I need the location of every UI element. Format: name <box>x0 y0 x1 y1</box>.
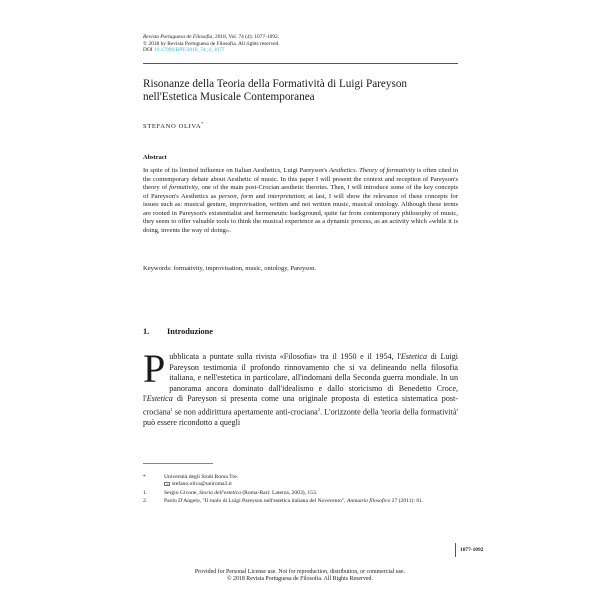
footnote-text <box>164 474 458 488</box>
body-segment: se non addirittura apertamente anti-crociana <box>172 407 318 417</box>
footnote-emphasis: Storia dell'estetica <box>199 489 241 496</box>
abstract-segment: and <box>253 192 268 200</box>
body-paragraph <box>143 346 458 428</box>
body-emphasis: Estetica <box>146 394 173 403</box>
abstract-emphasis: form <box>240 192 254 200</box>
license-notice <box>130 569 470 584</box>
footnote-author <box>143 474 458 488</box>
affiliation: Università degli Studi Roma Tre. <box>164 474 239 480</box>
doi-label: DOI <box>143 47 154 54</box>
license-line-1: Provided for Personal License use. Not for reproduction, distribution, or commercial use. <box>194 569 406 575</box>
footnote-segment: Paolo D'Angelo, "Il ruolo di Luigi Pareyson nell'estetica italiana del Novecento", <box>164 498 347 505</box>
journal-header <box>143 34 463 54</box>
footnote-emphasis: Annuario filosofico <box>346 498 391 505</box>
abstract-segment: ; at last, I will show the relevance of these concepts for issues such as: musical gesture, improvisation, written and not written music, musical ontology. Although these terms are rooted in Pareyson's existentialist and hermeneutic background, quite far from contemporary philosophy of music, they seem to offer valuable tools to think the musical experience as a dynamic process, as an activity which «while it is doing, invents the way of doing». <box>143 192 459 234</box>
section-heading <box>143 327 213 336</box>
footnote-mark: 1. <box>143 489 148 496</box>
section-number: 1. <box>143 327 150 336</box>
keywords: Keywords: formativity, improvisation, music, ontology, Pareyson. <box>143 265 316 272</box>
footnote-ref-2[interactable]: 2 <box>317 406 321 412</box>
footnote-1 <box>143 490 458 497</box>
author-footnote-mark[interactable]: * <box>201 121 204 126</box>
footnote-segment: (Roma-Bari: Laterza, 2003), 153. <box>240 489 318 496</box>
abstract-emphasis: interpretation <box>267 192 304 200</box>
doi-link[interactable]: 10.17990/RPF/2018_74_4_1077 <box>153 47 225 54</box>
body-segment: di Luigi Pareyson testimonia il profondo rinnovamento che si va delineando nella filosofia italiana, e nell'estetica in particolare, all'indomani della Seconda guerra mondiale. In un panorama ancora dominato dall'idealismo e dallo storicismo di Benedetto Croce, l' <box>143 352 458 403</box>
page-range: 1077-1092 <box>455 543 483 557</box>
abstract-emphasis: person <box>218 192 237 200</box>
author-name <box>143 121 204 130</box>
footnote-divider <box>143 463 213 464</box>
header-divider <box>143 63 458 64</box>
license-line-2: © 2018 Revista Portuguesa de Filosofia. All Rights Reserved. <box>227 576 373 583</box>
abstract-segment: In spite of its limited influence on Italian Aesthetics, Luigi Pareyson's <box>143 167 330 174</box>
body-segment: di Pareyson si presenta come una originale proposta di estetica sistematica post-crociana <box>143 394 458 417</box>
abstract-text <box>143 167 458 235</box>
title-line-2: nell'Estetica Musicale Contemporanea <box>143 91 315 104</box>
body-emphasis: Estetica <box>400 352 427 361</box>
article-title <box>143 78 463 105</box>
title-line-1: Risonanze della Teoria della Formatività di Luigi Pareyson <box>143 78 408 90</box>
footnote-mark: * <box>143 474 146 480</box>
abstract-emphasis: formativity <box>169 184 198 191</box>
footnote-segment: 27 (2011): 61. <box>390 498 424 505</box>
footnote-segment: Sergio Givone, <box>164 489 200 496</box>
section-title: Introduzione <box>167 327 213 336</box>
drop-cap: P <box>143 346 166 391</box>
abstract-heading: Abstract <box>143 154 167 161</box>
footnote-text <box>164 490 458 497</box>
citation-line <box>143 34 463 41</box>
abstract-segment: is often cited in the contemporary debate about Aesthetic of music. In this paper I will present the context and reception of Pareyson's theory of <box>143 167 458 191</box>
abstract-emphasis: Aesthetics. Theory of formativity <box>329 167 416 174</box>
footnotes <box>143 474 458 507</box>
journal-name: Revista Portuguesa de Filosofia <box>143 34 213 40</box>
author-email[interactable]: stefano.oliva@uniroma3.it <box>172 481 232 488</box>
citation-details: , 2018, Vol. 74 (4): 1077-1092. <box>212 34 280 40</box>
body-segment: ubblicata a puntate sulla rivista «Filosofia» tra il 1950 e il 1954, l' <box>169 352 401 361</box>
abstract-segment: , <box>236 192 241 200</box>
footnote-ref-1[interactable]: 1 <box>170 406 173 412</box>
author-text: STEFANO OLIVA <box>143 123 202 131</box>
footnote-mark: 2. <box>143 498 148 505</box>
abstract-segment: , one of the main post-Crocian aesthetic theories. Then, I will introduce some of the key concepts of Pareyson's Aesthetics as <box>143 184 459 200</box>
copyright-line: © 2018 by Revista Portuguesa de Filosofia. All rights reserved. <box>143 40 280 47</box>
footnote-2 <box>143 498 458 505</box>
body-segment: . L'orizzonte della 'teoria della formatività' può essere ricondotto a quegli <box>143 407 458 427</box>
doi-line <box>143 47 463 54</box>
footnote-text <box>164 498 458 505</box>
mail-icon <box>164 482 170 486</box>
